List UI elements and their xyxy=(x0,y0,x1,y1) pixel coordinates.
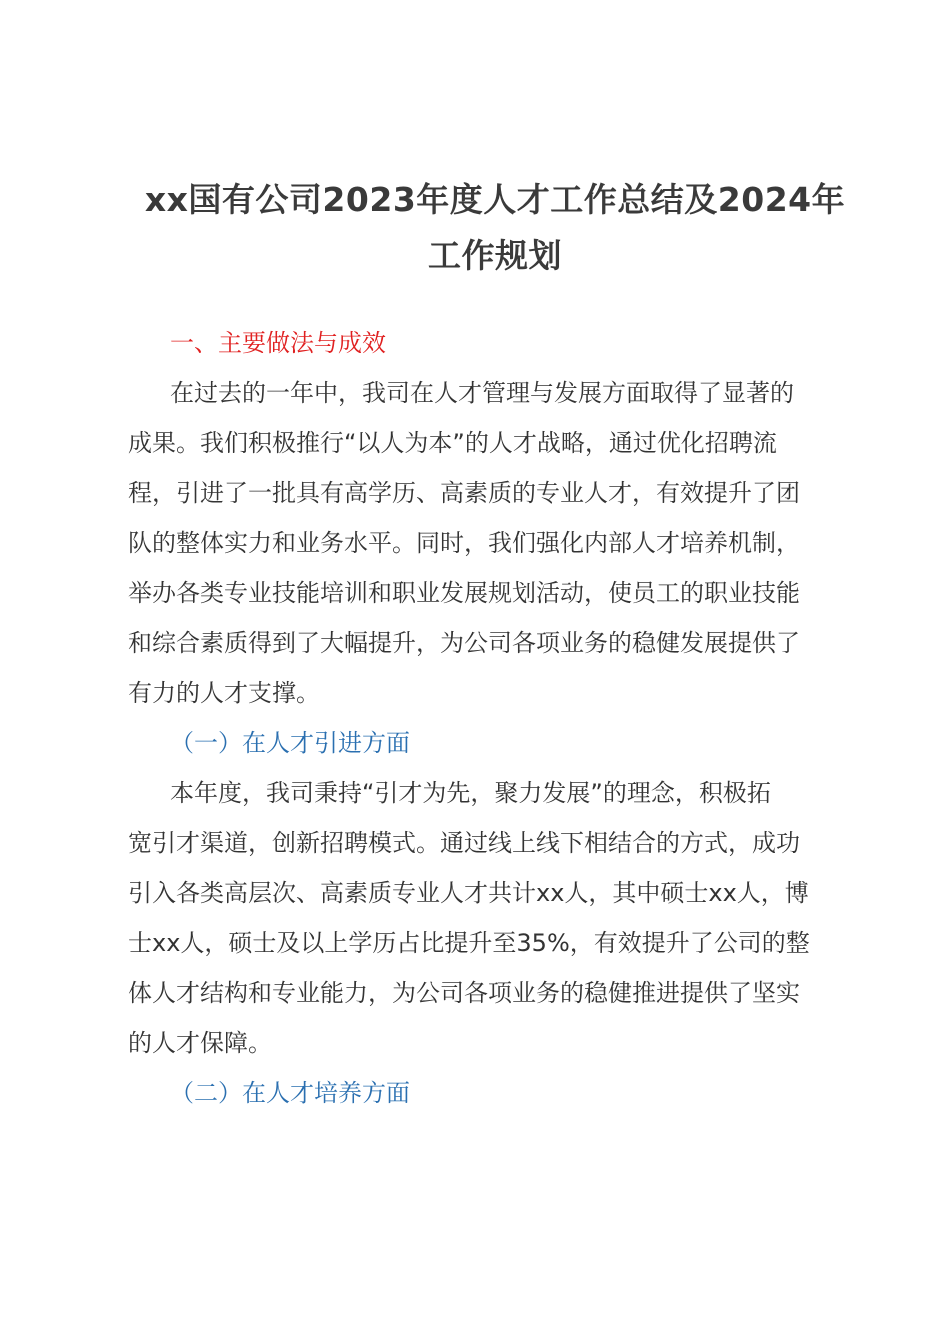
section-heading-main-practices: 一、主要做法与成效 xyxy=(170,329,386,357)
document-title xyxy=(110,172,880,284)
paragraph-line: 本年度，我司秉持“引才为先，聚力发展”的理念，积极拓 xyxy=(170,779,771,807)
paragraph-line: 引入各类高层次、高素质专业人才共计xx人，其中硕士xx人，博 xyxy=(128,879,809,907)
title-line-2: 工作规划 xyxy=(428,236,562,275)
section1-paragraph xyxy=(128,368,863,718)
paragraph-line: 队的整体实力和业务水平。同时，我们强化内部人才培养机制， xyxy=(128,529,800,557)
document-body xyxy=(128,318,863,1118)
paragraph-line: 体人才结构和专业能力，为公司各项业务的稳健推进提供了坚实 xyxy=(128,979,800,1007)
paragraph-line: 的人才保障。 xyxy=(128,1029,272,1057)
paragraph-line: 宽引才渠道，创新招聘模式。通过线上线下相结合的方式，成功 xyxy=(128,829,800,857)
paragraph-line: 成果。我们积极推行“以人为本”的人才战略，通过优化招聘流 xyxy=(128,429,777,457)
paragraph-line: 有力的人才支撑。 xyxy=(128,679,320,707)
subsection-heading-talent-introduction: （一）在人才引进方面 xyxy=(170,729,410,757)
title-line-1: xx国有公司2023年度人才工作总结及2024年 xyxy=(144,180,846,219)
paragraph-line: 士xx人，硕士及以上学历占比提升至35%，有效提升了公司的整 xyxy=(128,929,810,957)
subsection1-paragraph xyxy=(128,768,863,1068)
paragraph-line: 在过去的一年中，我司在人才管理与发展方面取得了显著的 xyxy=(170,379,794,407)
paragraph-line: 举办各类专业技能培训和职业发展规划活动，使员工的职业技能 xyxy=(128,579,800,607)
paragraph-line: 和综合素质得到了大幅提升，为公司各项业务的稳健发展提供了 xyxy=(128,629,800,657)
subsection-heading-talent-cultivation: （二）在人才培养方面 xyxy=(170,1079,410,1107)
paragraph-line: 程，引进了一批具有高学历、高素质的专业人才，有效提升了团 xyxy=(128,479,800,507)
